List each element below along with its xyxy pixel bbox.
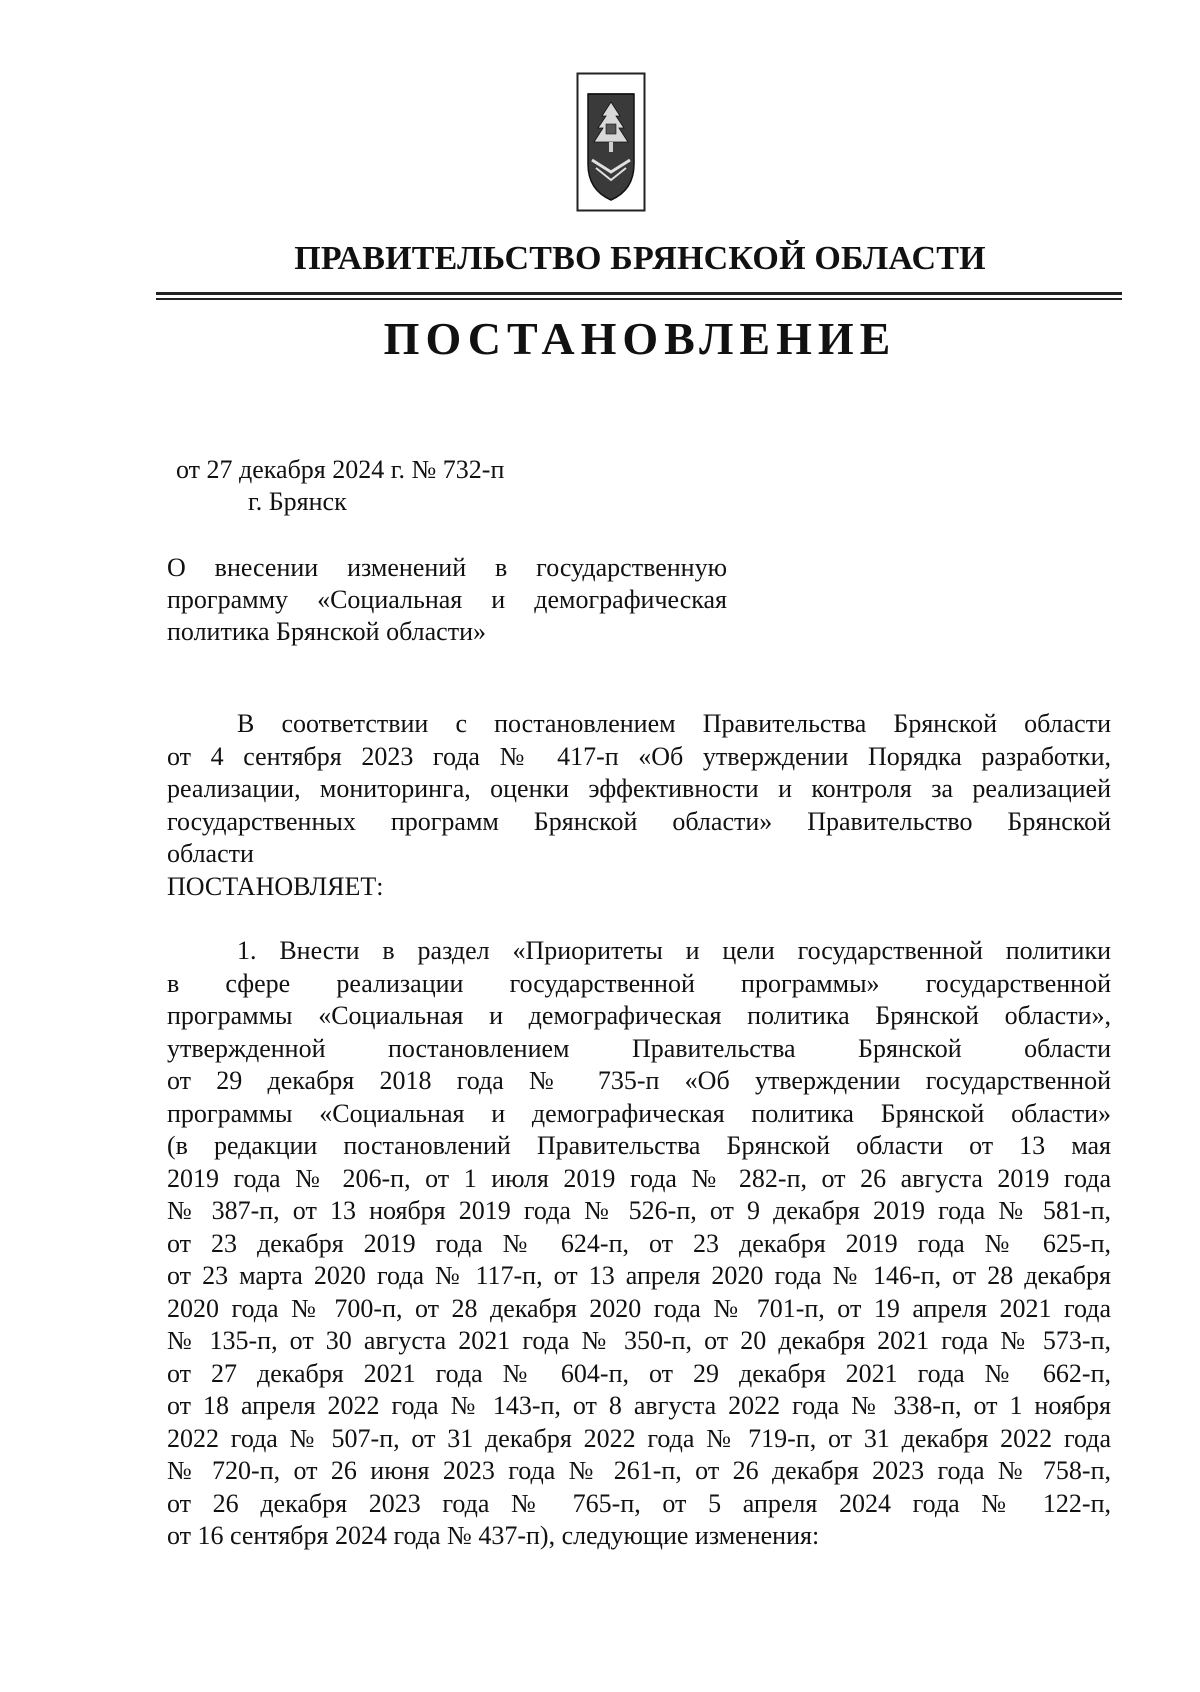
subject-line: политика Брянской области» bbox=[167, 617, 486, 646]
clause-line: 2019 года № 206-п, от 1 июля 2019 года № 282-п, от 26 августа 2019 года bbox=[167, 1163, 1111, 1193]
clause-line: от 29 декабря 2018 года № 735-п «Об утверждении государственной bbox=[167, 1066, 1111, 1095]
coat-of-arms-icon bbox=[576, 72, 646, 212]
clause-line: от 26 декабря 2023 года № 765-п, от 5 апреля 2024 года № 122-п, bbox=[167, 1488, 1111, 1518]
clause-line: от 23 марта 2020 года № 117-п, от 13 апреля 2020 года № 146-п, от 28 декабря bbox=[167, 1261, 1111, 1290]
resolves-heading: ПОСТАНОВЛЯЕТ: bbox=[167, 871, 384, 901]
clause-line: в сфере реализации государственной программы» государственной bbox=[167, 968, 1111, 998]
clause-line: (в редакции постановлений Правительства Брянской области от 13 мая bbox=[167, 1131, 1111, 1160]
clause-line: от 23 декабря 2019 года № 624-п, от 23 декабря 2019 года № 625-п, bbox=[167, 1228, 1111, 1258]
clause-line: 2022 года № 507-п, от 31 декабря 2022 года № 719-п, от 31 декабря 2022 года bbox=[167, 1423, 1111, 1453]
date-number-line: от 27 декабря 2024 г. № 732-п bbox=[176, 455, 505, 484]
place-line: г. Брянск bbox=[248, 487, 347, 516]
preamble-line: государственных программ Брянской области» Правительство Брянской bbox=[167, 806, 1111, 836]
header-rule-thick bbox=[156, 292, 1122, 295]
clause-line: № 135-п, от 30 августа 2021 года № 350-п, от 20 декабря 2021 года № 573-п, bbox=[167, 1326, 1111, 1355]
clause-line: № 387-п, от 13 ноября 2019 года № 526-п, от 9 декабря 2019 года № 581-п, bbox=[167, 1196, 1111, 1225]
coat-of-arms-emblem bbox=[576, 72, 646, 212]
clause-line: № 720-п, от 26 июня 2023 года № 261-п, от 26 декабря 2023 года № 758-п, bbox=[167, 1456, 1111, 1485]
subject-line: О внесении изменений в государственную bbox=[167, 553, 727, 582]
clause-line: программы «Социальная и демографическая политика Брянской области» bbox=[167, 1098, 1111, 1128]
clause-line: утвержденной постановлением Правительства Брянской области bbox=[167, 1033, 1111, 1063]
paragraph-gap bbox=[167, 903, 1111, 935]
document-body bbox=[167, 708, 1111, 1553]
preamble-line: области bbox=[167, 839, 254, 868]
clause-line: 1. Внести в раздел «Приоритеты и цели государственной политики bbox=[237, 936, 1111, 965]
clause-line: программы «Социальная и демографическая политика Брянской области», bbox=[167, 1001, 1111, 1030]
clause-line: от 16 сентября 2024 года № 437-п), следующие изменения: bbox=[167, 1521, 820, 1550]
clause-line: от 27 декабря 2021 года № 604-п, от 29 декабря 2021 года № 662-п, bbox=[167, 1358, 1111, 1388]
preamble-line: В соответствии с постановлением Правительства Брянской области bbox=[237, 709, 1111, 738]
clause-line: 2020 года № 700-п, от 28 декабря 2020 года № 701-п, от 19 апреля 2021 года bbox=[167, 1293, 1111, 1323]
document-type-title: ПОСТАНОВЛЕНИЕ bbox=[383, 313, 897, 364]
header-rule-thin bbox=[156, 298, 1122, 300]
document-meta bbox=[176, 454, 504, 518]
document-subject bbox=[167, 552, 727, 648]
subject-line: программу «Социальная и демографическая bbox=[167, 585, 727, 614]
preamble-line: реализации, мониторинга, оценки эффективности и контроля за реализацией bbox=[167, 774, 1111, 803]
government-title: ПРАВИТЕЛЬСТВО БРЯНСКОЙ ОБЛАСТИ bbox=[294, 240, 986, 277]
clause-line: от 18 апреля 2022 года № 143-п, от 8 августа 2022 года № 338-п, от 1 ноября bbox=[167, 1391, 1111, 1420]
preamble-line: от 4 сентября 2023 года № 417-п «Об утверждении Порядка разработки, bbox=[167, 741, 1111, 771]
